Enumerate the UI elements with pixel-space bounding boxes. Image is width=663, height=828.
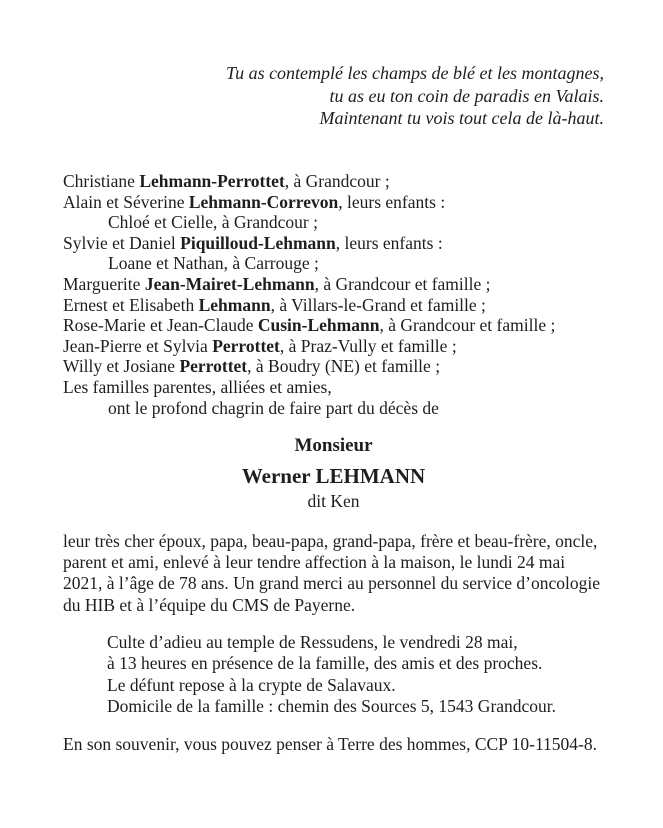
family-line-suffix: , à Boudry (NE) et famille ; <box>247 356 441 377</box>
family-line <box>63 274 663 295</box>
family-surname-bold: Cusin-Lehmann <box>257 315 380 336</box>
family-surname-bold: Lehmann-Correvon <box>188 191 339 212</box>
family-line-prefix: Ernest et Elisabeth <box>63 294 199 315</box>
family-surname-bold: Perrottet <box>212 335 280 356</box>
family-line-suffix: , à Grandcour et famille ; <box>314 273 491 294</box>
family-list <box>63 171 663 418</box>
family-line-suffix: , à Grandcour ; <box>284 171 390 191</box>
deceased-name: Werner LEHMANN <box>241 464 426 488</box>
ceremony-line-2: à 13 heures en présence de la famille, des amis et des proches. <box>107 653 543 674</box>
family-line-announce <box>63 398 663 419</box>
family-line-suffix: , à Villars-le-Grand et famille ; <box>270 294 486 315</box>
tribute-line-4: du HIB et à l’équipe du CMS de Payerne. <box>63 594 356 615</box>
family-line-prefix: ont le profond chagrin de faire part du décès de <box>108 397 439 418</box>
family-line-suffix: , leurs enfants : <box>338 191 446 212</box>
family-surname-bold: Piquilloud-Lehmann <box>180 232 336 253</box>
family-line-prefix: Marguerite <box>63 273 145 294</box>
family-line-prefix: Les familles parentes, alliées et amies, <box>63 376 332 397</box>
epigraph-quote <box>63 62 604 130</box>
family-line-children <box>63 253 663 274</box>
family-line <box>63 356 663 377</box>
ceremony-line-3: Le défunt repose à la crypte de Salavaux. <box>107 674 396 695</box>
ceremony-line-4: Domicile de la famille : chemin des Sources 5, 1543 Grandcour. <box>107 696 557 717</box>
family-line <box>63 336 663 357</box>
family-line <box>63 192 663 213</box>
family-surname-bold: Jean-Mairet-Lehmann <box>144 273 315 294</box>
family-line <box>63 171 663 192</box>
ceremony-line-1: Culte d’adieu au temple de Ressudens, le vendredi 28 mai, <box>107 632 518 652</box>
family-line-prefix: Sylvie et Daniel <box>63 232 181 253</box>
tribute-line-2: parent et ami, enlevé à leur tendre affection à la maison, le lundi 24 mai <box>63 552 566 573</box>
epigraph-line-2: tu as eu ton coin de paradis en Valais. <box>329 85 604 106</box>
family-line-prefix: Loane et Nathan, à Carrouge ; <box>108 253 319 274</box>
ceremony-details <box>107 632 556 718</box>
family-surname-bold: Lehmann <box>198 294 271 315</box>
family-line-suffix: , à Grandcour et famille ; <box>379 315 556 336</box>
memorial-donation-line: En son souvenir, vous pouvez penser à Terre des hommes, CCP 10-11504-8. <box>63 734 598 754</box>
deceased-title: Monsieur <box>294 435 373 456</box>
family-line <box>63 233 663 254</box>
family-line-suffix: , à Praz-Vully et famille ; <box>279 335 457 356</box>
family-line-prefix: Rose-Marie et Jean-Claude <box>63 315 258 336</box>
family-line-prefix: Jean-Pierre et Sylvia <box>63 335 213 356</box>
tribute-line-1: leur très cher époux, papa, beau-papa, grand-papa, frère et beau-frère, oncle, <box>63 531 598 551</box>
family-line-prefix: Chloé et Cielle, à Grandcour ; <box>108 212 318 233</box>
family-line-suffix: , leurs enfants : <box>335 232 443 253</box>
epigraph-line-1: Tu as contemplé les champs de blé et les montagnes, <box>226 63 604 83</box>
family-line-prefix: Willy et Josiane <box>63 356 180 377</box>
family-line-children <box>63 212 663 233</box>
family-surname-bold: Lehmann-Perrottet <box>139 171 285 191</box>
tribute-paragraph <box>63 531 600 616</box>
epigraph-line-3: Maintenant tu vois tout cela de là-haut. <box>319 108 604 129</box>
family-surname-bold: Perrottet <box>179 356 248 377</box>
tribute-line-3: 2021, à l’âge de 78 ans. Un grand merci au personnel du service d’oncologie <box>63 573 600 594</box>
family-line <box>63 315 663 336</box>
family-line <box>63 295 663 316</box>
family-line-prefix: Alain et Séverine <box>63 191 189 212</box>
family-line-prefix: Christiane <box>63 171 140 191</box>
deceased-alias: dit Ken <box>307 491 360 511</box>
family-line <box>63 377 663 398</box>
